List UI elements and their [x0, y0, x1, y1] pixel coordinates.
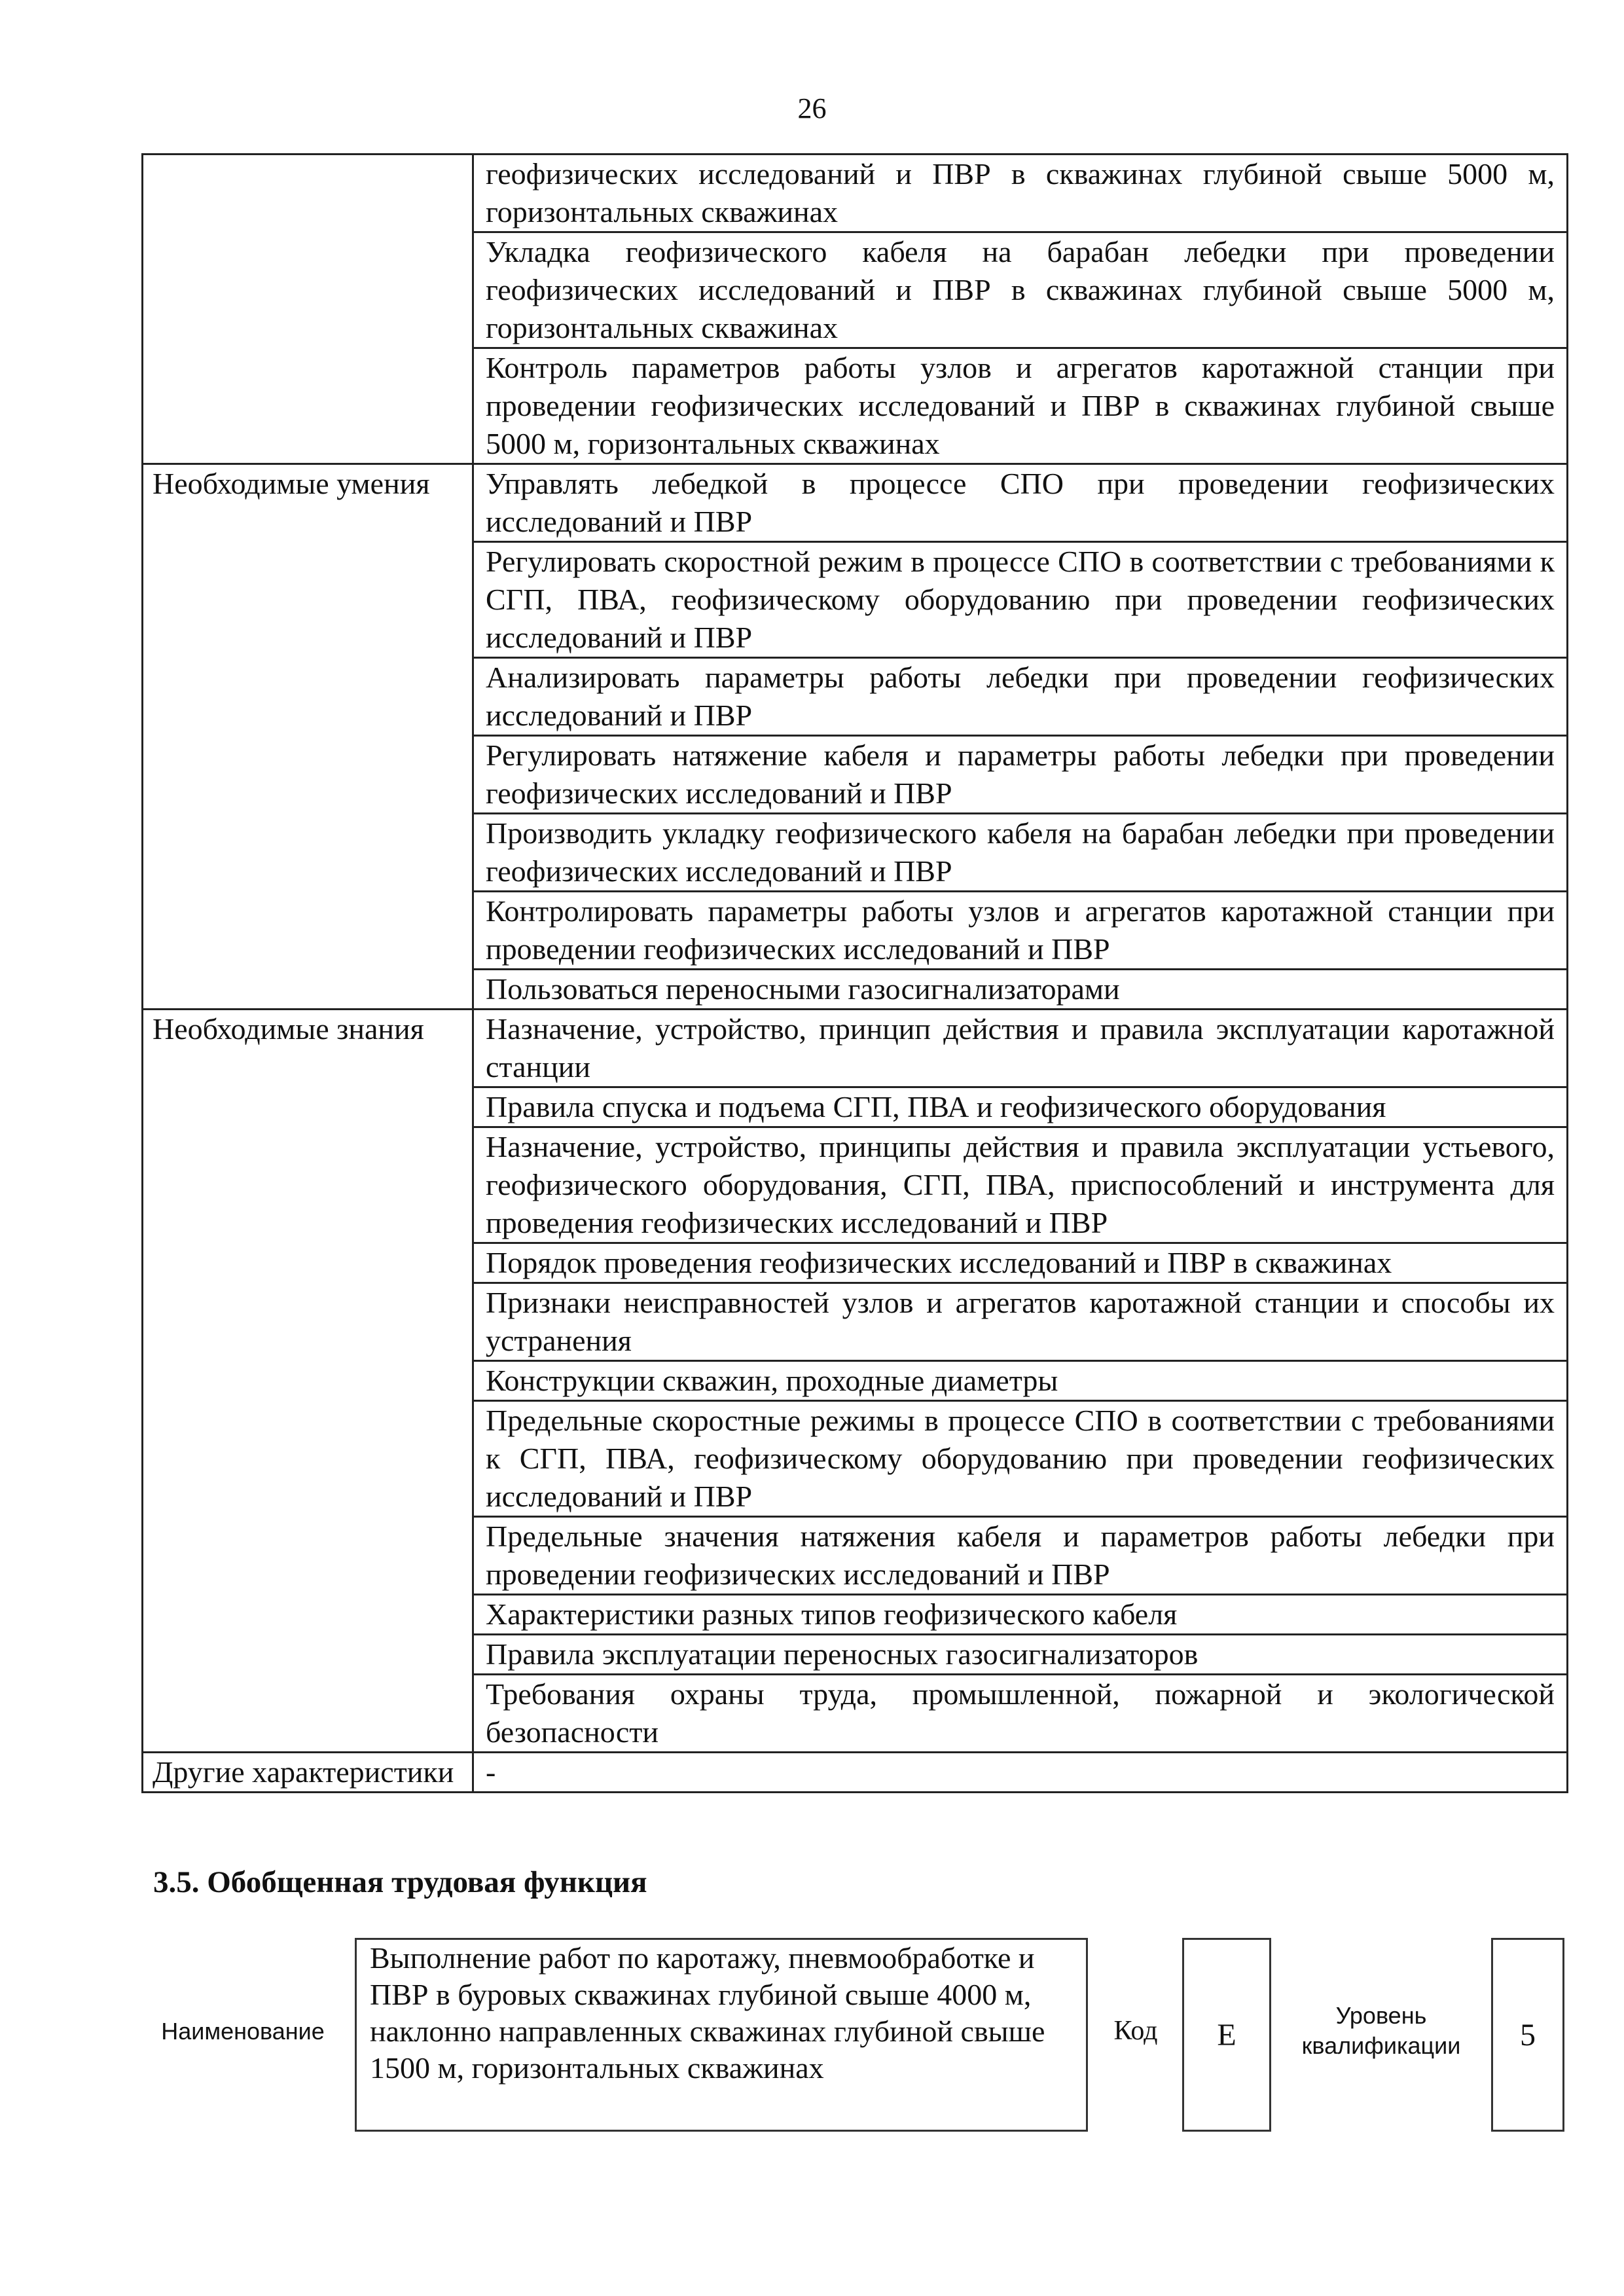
row-content: Укладка геофизического кабеля на барабан лебедки при проведении геофизических исследований и ПВР в скважинах глубиной свыше 5000 м, горизонтальных скважинах — [473, 232, 1568, 348]
page-number: 26 — [797, 92, 827, 124]
level-value: 5 — [1520, 2017, 1536, 2052]
row-content: Регулировать натяжение кабеля и параметры работы лебедки при проведении геофизических исследований и ПВР — [473, 736, 1568, 814]
code-label: Код — [1113, 2016, 1158, 2046]
code-value: E — [1217, 2017, 1236, 2052]
code-box — [1182, 1938, 1271, 2132]
row-content: Управлять лебедкой в процессе СПО при проведении геофизических исследований и ПВР — [473, 464, 1568, 542]
row-content: Пользоваться переносными газосигнализаторами — [473, 970, 1568, 1010]
row-label — [143, 155, 473, 464]
row-content: Правила эксплуатации переносных газосигнализаторов — [473, 1635, 1568, 1675]
row-content: Требования охраны труда, промышленной, пожарной и экологической безопасности — [473, 1675, 1568, 1753]
function-name-text: Выполнение работ по каротажу, пневмообработке и ПВР в буровых скважинах глубиной свыше 4000 м, наклонно направленных скважинах глубиной свыше 1500 м, горизонтальных скважинах — [370, 1941, 1045, 2085]
row-content: Признаки неисправностей узлов и агрегатов каротажной станции и способы их устранения — [473, 1283, 1568, 1361]
row-label: Другие характеристики — [143, 1753, 473, 1793]
row-content: Контроль параметров работы узлов и агрегатов каротажной станции при проведении геофизических исследований и ПВР в скважинах глубиной свыше 5000 м, горизонтальных скважинах — [473, 348, 1568, 464]
row-content: Предельные значения натяжения кабеля и параметров работы лебедки при проведении геофизических исследований и ПВР — [473, 1517, 1568, 1595]
function-name-box — [355, 1938, 1088, 2132]
row-content: Производить укладку геофизического кабеля на барабан лебедки при проведении геофизических исследований и ПВР — [473, 814, 1568, 892]
row-content: Правила спуска и подъема СГП, ПВА и геофизического оборудования — [473, 1087, 1568, 1127]
row-content: Характеристики разных типов геофизического кабеля — [473, 1595, 1568, 1635]
row-content: Анализировать параметры работы лебедки при проведении геофизических исследований и ПВР — [473, 658, 1568, 736]
row-content: Конструкции скважин, проходные диаметры — [473, 1361, 1568, 1401]
table-row — [143, 464, 1568, 542]
row-content: Предельные скоростные режимы в процессе СПО в соответствии с требованиями к СГП, ПВА, геофизическому оборудованию при проведении геофизических исследований и ПВР — [473, 1401, 1568, 1517]
row-content: геофизических исследований и ПВР в скважинах глубиной свыше 5000 м, горизонтальных скважинах — [473, 155, 1568, 232]
name-label: Наименование — [161, 2018, 325, 2045]
section-heading: 3.5. Обобщенная трудовая функция — [153, 1865, 647, 1899]
row-content: Регулировать скоростной режим в процессе СПО в соответствии с требованиями к СГП, ПВА, геофизическому оборудованию при проведении геофизических исследований и ПВР — [473, 542, 1568, 658]
row-label: Необходимые умения — [143, 464, 473, 1010]
competency-table — [141, 153, 1568, 1793]
table-row — [143, 155, 1568, 232]
level-label: Уровень квалификации — [1301, 2002, 1461, 2059]
row-content: - — [473, 1753, 1568, 1793]
row-content: Назначение, устройство, принципы действия и правила эксплуатации устьевого, геофизического оборудования, СГП, ПВА, приспособлений и инструмента для проведения геофизических исследований и ПВР — [473, 1127, 1568, 1243]
row-content: Порядок проведения геофизических исследований и ПВР в скважинах — [473, 1243, 1568, 1283]
table-row — [143, 1753, 1568, 1793]
level-box — [1491, 1938, 1564, 2132]
row-content: Назначение, устройство, принцип действия и правила эксплуатации каротажной станции — [473, 1010, 1568, 1087]
row-content: Контролировать параметры работы узлов и агрегатов каротажной станции при проведении геофизических исследований и ПВР — [473, 892, 1568, 970]
row-label: Необходимые знания — [143, 1010, 473, 1753]
table-row — [143, 1010, 1568, 1087]
